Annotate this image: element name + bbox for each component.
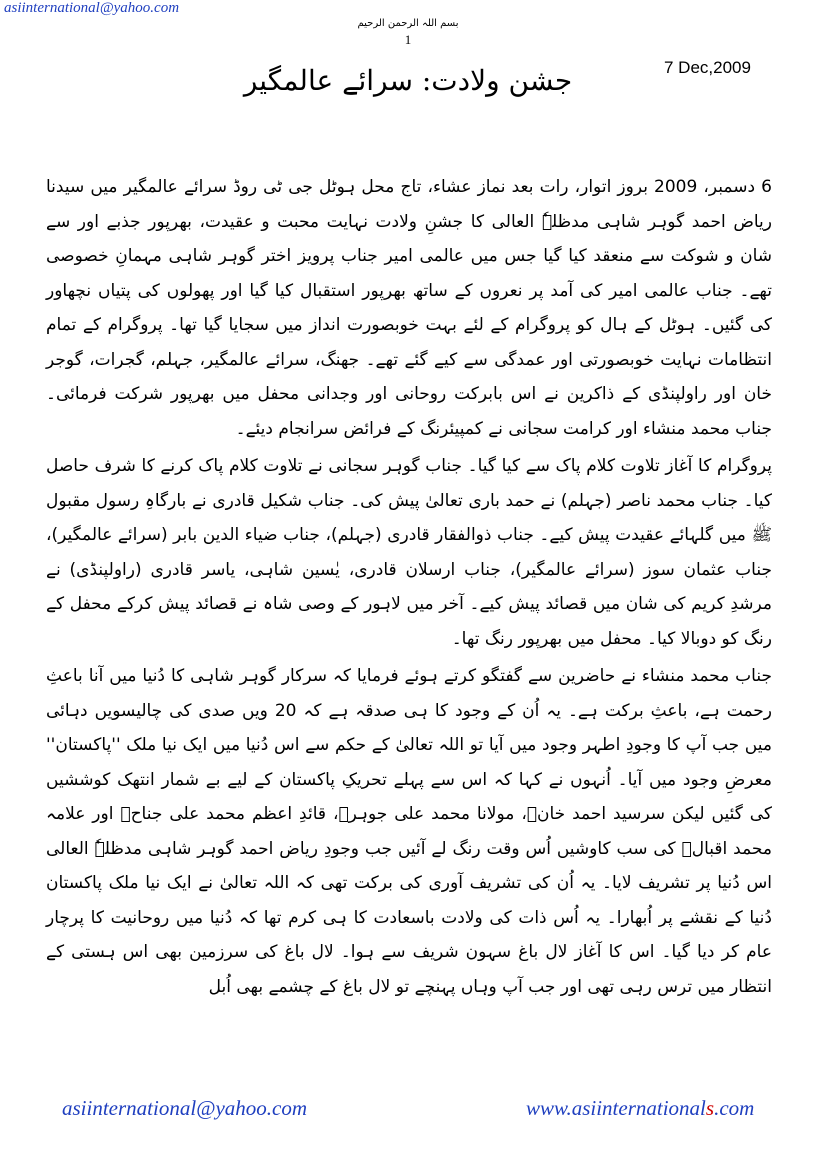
website-suffix: .com	[714, 1096, 755, 1120]
footer-website-link[interactable]	[526, 1096, 754, 1121]
paragraph-3: جناب محمد منشاء نے حاضرین سے گفتگو کرتے ہوئے فرمایا کہ سرکار گوہر شاہی کا دُنیا میں آنا باعثِ رحمت ہے، باعثِ برکت ہے۔ یہ اُن کے وجود کا ہی صدقہ ہے کہ 20 ویں صدی کی چالیسویں دہائی میں جب آپ کا وجودِ اطہر وجود میں آیا تو اللہ تعالیٰ کے حکم سے اس دُنیا میں ایک نیا ملک ''پاکستان'' معرضِ وجود میں آیا۔ اُنہوں نے کہا کہ اس سے پہلے تحریکِ پاکستان کے لیے بے شمار انتھک کوششیں کی گئیں لیکن سرسید احمد خانؒ، مولانا محمد علی جوہرؒ، قائدِ اعظم محمد علی جناحؒ اور علامہ محمد اقبالؒ کی سب کاوشیں اُس وقت رنگ لے آئیں جب وجودِ ریاض احمد گوہر شاہی مدظلہٗ العالی اس دُنیا پر تشریف لایا۔ یہ اُن کی تشریف آوری کی برکت تھی کہ اللہ تعالیٰ نے ایک نیا ملک پاکستان دُنیا کے نقشے پر اُبھارا۔ یہ اُس ذات کی ولادت باسعادت کا ہی کرم تھا کہ دُنیا میں روحانیت کا پرچار عام کر دیا گیا۔ اس کا آغاز لال باغ سہون شریف سے ہوا۔ لال باغ کی سرزمین بھی اس ہستی کے انتظار میں ترس رہی تھی اور جب آپ وہاں پہنچے تو لال باغ کے چشمے بھی اُبل	[46, 666, 772, 997]
bismillah-heading: بسم اللہ الرحمن الرحیم	[357, 18, 459, 29]
website-prefix: www.asiinternational	[526, 1096, 706, 1120]
header-email: asiinternational@yahoo.com	[4, 0, 180, 16]
document-date: 7 Dec,2009	[664, 58, 751, 77]
page-number: 1	[404, 32, 412, 47]
footer-email-link[interactable]: asiinternational@yahoo.com	[62, 1096, 308, 1120]
page-title: جشن ولادت: سرائے عالمگیر	[243, 64, 573, 97]
paragraph-2: پروگرام کا آغاز تلاوت کلام پاک سے کیا گیا۔ جناب گوہر سجانی نے تلاوت کلام پاک کرنے کا شرف حاصل کیا۔ جناب محمد ناصر (جہلم) نے حمد باری تعالیٰ پیش کی۔ جناب شکیل قادری نے بارگاہِ رسول مقبول ﷺ میں گلہائے عقیدت پیش کیے۔ جناب ذوالفقار قادری (جہلم)، جناب ضیاء الدین بابر (سرائے عالمگیر)، جناب عثمان سوز (سرائے عالمگیر)، جناب ارسلان قادری، یٰسین شاہی، یاسر قادری (راولپنڈی) نے مرشدِ کریم کی شان میں قصائد پیش کیے۔ آخر میں لاہور کے وصی شاہ نے قصائد پیش کرکے محفل کے رنگ کو دوبالا کیا۔ محفل میں بھرپور رنگ تھا۔	[46, 456, 772, 649]
article-body	[46, 170, 772, 1004]
paragraph-1: 6 دسمبر، 2009 بروز اتوار، رات بعد نماز عشاء، تاج محل ہوٹل جی ٹی روڈ سرائے عالمگیر میں سیدنا ریاض احمد گوہر شاہی مدظلہٗ العالی کا جشنِ ولادت نہایت محبت و عقیدت، بھرپور جذبے اور سے شان و شوکت سے منعقد کیا گیا جس میں عالمی امیر جناب پرویز اختر گوہر شاہی مہمانِ خصوصی تھے۔ جناب عالمی امیر کی آمد پر نعروں کے ساتھ بھرپور استقبال کیا گیا اور پھولوں کی پتیاں نچھاور کی گئیں۔ ہوٹل کے ہال کو پروگرام کے لئے بہت خوبصورت انداز میں سجایا گیا تھا۔ پروگرام کے تمام انتظامات نہایت خوبصورتی اور عمدگی سے کیے گئے تھے۔ جھنگ، سرائے عالمگیر، جہلم، گجرات، گوجر خان اور راولپنڈی کے ذاکرین نے اس بابرکت روحانی اور وجدانی محفل میں بھرپور شرکت فرمائی۔ جناب محمد منشاء اور کرامت سجانی نے کمپیئرنگ کے فرائض سرانجام دیئے۔	[46, 177, 772, 439]
website-highlight: s	[705, 1096, 715, 1120]
